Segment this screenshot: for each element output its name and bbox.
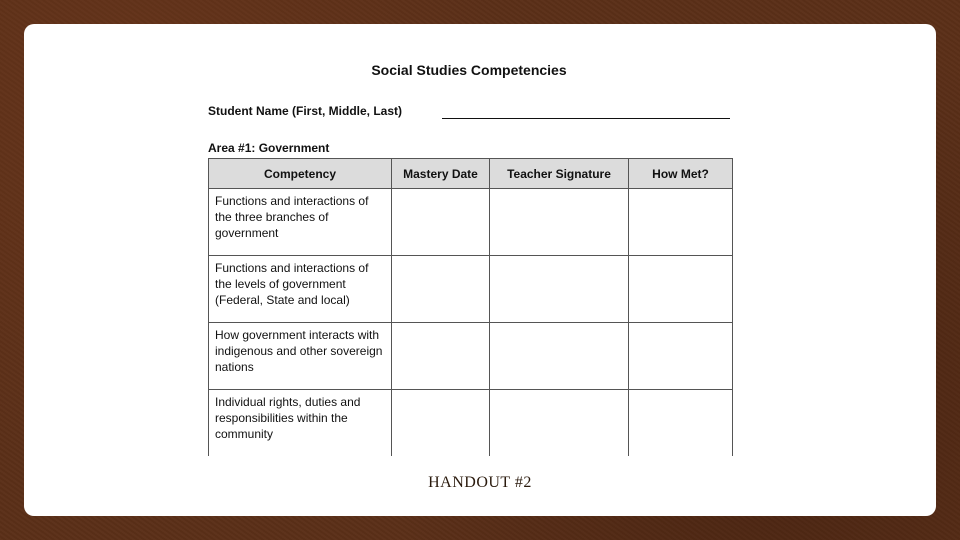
slide-card [24, 24, 936, 516]
table-header-row [209, 159, 733, 189]
header-how-met: How Met? [629, 159, 733, 189]
teacher-signature-cell [490, 323, 629, 390]
header-competency: Competency [209, 159, 392, 189]
how-met-cell [629, 323, 733, 390]
competency-cell: Functions and interactions of the three branches of government [209, 189, 392, 256]
teacher-signature-cell [490, 189, 629, 256]
header-mastery-date: Mastery Date [392, 159, 490, 189]
how-met-cell [629, 256, 733, 323]
table-row [209, 189, 733, 256]
how-met-cell [629, 390, 733, 457]
mastery-date-cell [392, 323, 490, 390]
competency-cell: How government interacts with indigenous and other sovereign nations [209, 323, 392, 390]
competency-cell: Individual rights, duties and responsibilities within the community [209, 390, 392, 457]
competency-cell: Functions and interactions of the levels of government (Federal, State and local) [209, 256, 392, 323]
table-row [209, 390, 733, 457]
header-teacher-signature: Teacher Signature [490, 159, 629, 189]
table-row [209, 256, 733, 323]
student-name-line [442, 118, 730, 119]
mastery-date-cell [392, 256, 490, 323]
teacher-signature-cell [490, 256, 629, 323]
mastery-date-cell [392, 390, 490, 457]
table-row [209, 323, 733, 390]
mastery-date-cell [392, 189, 490, 256]
document-title: Social Studies Competencies [371, 62, 567, 78]
competency-table [208, 158, 733, 456]
teacher-signature-cell [490, 390, 629, 457]
handout-caption: HANDOUT #2 [428, 474, 532, 491]
how-met-cell [629, 189, 733, 256]
student-name-label: Student Name (First, Middle, Last) [208, 104, 403, 118]
area-label: Area #1: Government [208, 141, 330, 155]
